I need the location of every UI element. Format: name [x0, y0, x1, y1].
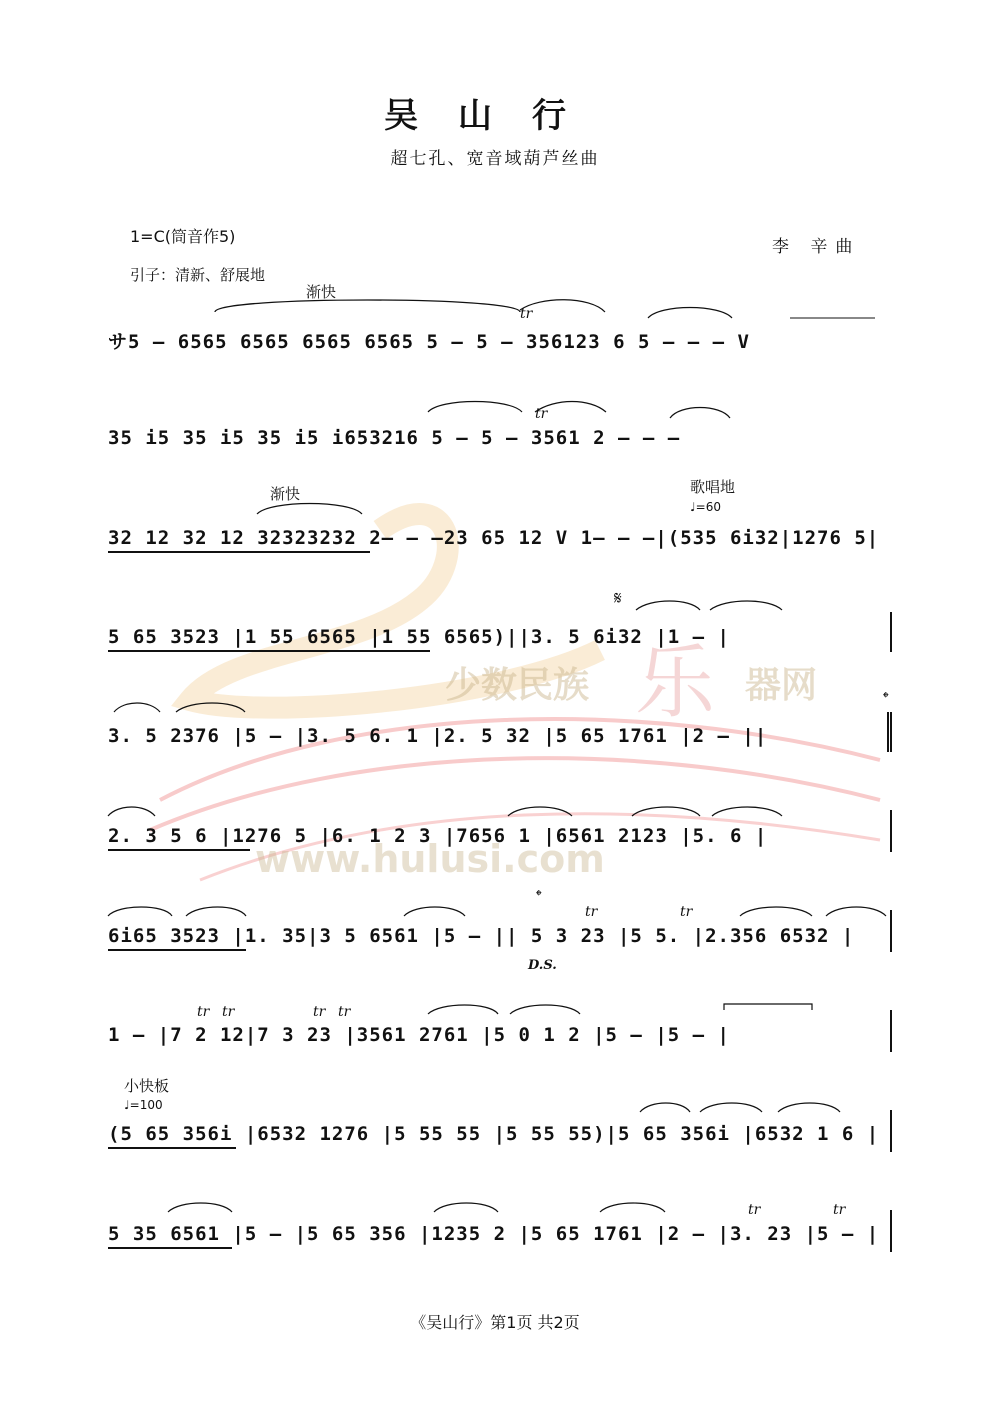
- svg-text:tr: tr: [197, 1004, 210, 1020]
- line-text: サ5 – 6565 6565 6565 6565 5 – 5 – 356123 6 5 – – – V: [108, 331, 750, 353]
- tempo-100: ♩=100: [124, 1098, 163, 1112]
- segno-icon: 𝄋: [614, 588, 622, 609]
- svg-text:tr: tr: [222, 1004, 235, 1020]
- watermark-site-name: 少数民族: [445, 665, 590, 706]
- line-text: (5 65 356i |6532 1276 |5 55 55 |5 55 55)|5 65 356i |6532 1 6 |: [108, 1123, 880, 1145]
- watermark-url: www.hulusi.com: [255, 837, 605, 881]
- key-signature: 1=C(筒音作5): [130, 227, 236, 246]
- singing-marking: 歌唱地: [690, 478, 736, 496]
- composer: 李 辛曲: [772, 237, 861, 257]
- svg-text:tr: tr: [833, 1202, 846, 1218]
- page-footer: 《吴山行》第1页 共2页: [410, 1313, 580, 1332]
- tempo-60: ♩=60: [690, 500, 721, 514]
- accel-marking-1: 渐快: [306, 283, 337, 301]
- line-text: 35 i5 35 i5 35 i5 i653216 5 – 5 – 3561 2 – – –: [108, 427, 681, 449]
- svg-text:tr: tr: [535, 406, 548, 422]
- page-title: 吴山行: [384, 96, 606, 136]
- svg-text:tr: tr: [680, 904, 693, 920]
- svg-text:tr: tr: [585, 904, 598, 920]
- fast-board-marking: 小快板: [124, 1077, 170, 1095]
- intro-label: 引子：清新、舒展地: [130, 266, 266, 284]
- watermark-suffix: 器网: [745, 665, 818, 706]
- watermark-char: 乐: [635, 636, 715, 729]
- accel-marking-2: 渐快: [270, 485, 301, 503]
- line-text: 3. 5 2376 |5 – |3. 5 6. 1 |2. 5 32 |5 65 1761 |2 – ||: [108, 725, 768, 747]
- line-text: 5 35 6561 |5 – |5 65 356 |1235 2 |5 65 1761 |2 – |3. 23 |5 – |: [108, 1223, 880, 1245]
- svg-text:tr: tr: [313, 1004, 326, 1020]
- page-subtitle: 超七孔、宽音域葫芦丝曲: [390, 149, 600, 169]
- svg-text:tr: tr: [748, 1202, 761, 1218]
- ds-marking: D.S.: [528, 958, 557, 973]
- line-text: 1 – |7 2 12|7 3 23 |3561 2761 |5 0 1 2 |5 – |5 – |: [108, 1024, 730, 1046]
- line-text: 6i65 3523 |1. 35|3 5 6561 |5 – || 5 3 23 |5 5. |2.356 6532 |: [108, 925, 855, 947]
- line-text: 32 12 32 12 32323232 2– – –23 65 12 V 1– – –|(535 6i32|1276 5|: [108, 527, 880, 549]
- line-text: 2. 3 5 6 |1276 5 |6. 1 2 3 |7656 1 |6561 2123 |5. 6 |: [108, 825, 768, 847]
- coda-icon-1: 𝄌: [883, 688, 889, 707]
- svg-text:tr: tr: [338, 1004, 351, 1020]
- coda-icon-2: 𝄌: [536, 886, 542, 905]
- line-text: 5 65 3523 |1 55 6565 |1 55 6565)||3. 5 6i32 |1 – |: [108, 626, 730, 648]
- svg-text:tr: tr: [520, 306, 533, 322]
